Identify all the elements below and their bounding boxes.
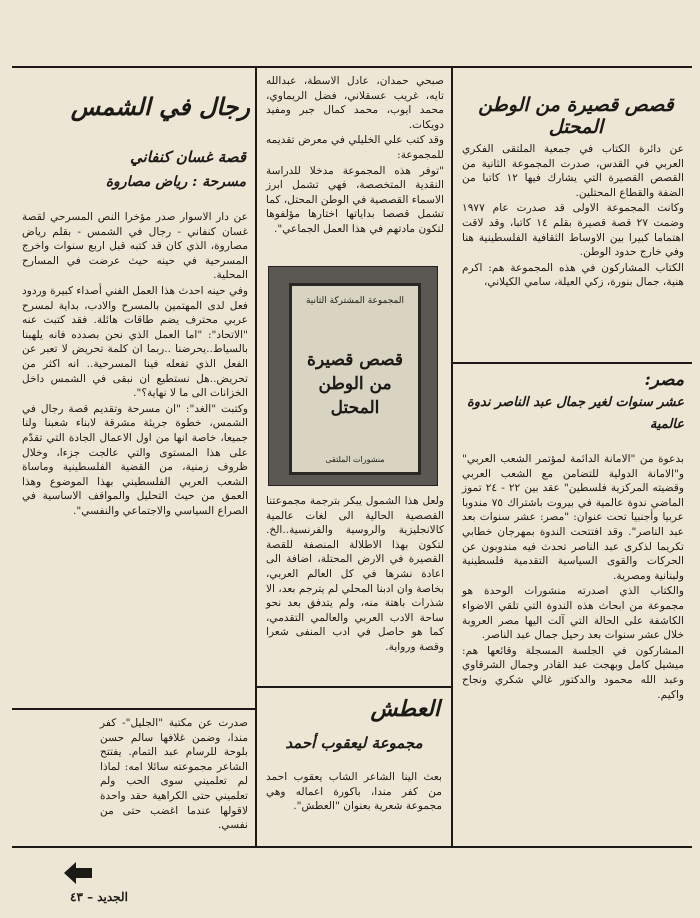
right-column-text — [462, 142, 684, 291]
atash-paragraph: بعث الينا الشاعر الشاب يعقوب احمد من كفر مندا، باكورة اعماله وهي مجموعة شعرية بعنوان "العطش". — [266, 771, 442, 813]
left-column-title: رجال في الشمس — [70, 92, 250, 121]
middle-text-top — [266, 74, 444, 238]
right-paragraph-3: الكتاب المشاركون في هذه المجموعة هم: اكرم هنية، جمال بنورة، زكي العيلة، سامي الكيلاني، — [462, 261, 684, 289]
jaleel-paragraph: صدرت عن مكتبة "الجليل"- كفر مندا، وضمن غلافها سالم حسن بلوحة للرسام عبد التمام. يفتتح الشاعر مجموعته سائلا امه: لماذا لم تعلميني سوى الحب ولم تعلميني حتى الكراهية حقد واحدة لاقولها عندما اغضب حتى من نفسي. — [100, 717, 248, 832]
middle-paragraph-4: ولعل هذا الشمول يبكر بترجمة مجموعتنا القصصية الحالية الى لغات عالمية كالانجليزية والروسية والفرنسية..الخ. لتكون بهذا الاطلالة المنصفة للقصة القصيرة في الارض المحتلة، اضافة الى اعادة نشرها في كل العالم العربي، بخاصة وان ادبنا المحلي لم يترجم بعد، الا شذرات باهتة منه، ولم يتدفق بعد نحو ساحة الادب العربي والعالمي التقدمي، كما هو حاصل في ادب المنفى شعرا وقصة ورواية. — [266, 495, 444, 653]
jaleel-text — [100, 716, 248, 834]
right-paragraph-2: وكانت المجموعة الاولى قد صدرت عام ١٩٧٧ وضمت ٢٧ قصة قصيرة بقلم ١٤ كاتبا، وقد لاقت اهتماما كبيرا بين الاوساط الثقافية الفلسطينية هنا وفي خارج حدود الوطن. — [462, 202, 684, 259]
book-title — [292, 348, 418, 420]
atash-text — [266, 770, 442, 815]
masr-paragraph-1: بدعوة من "الامانة الدائمة لمؤتمر الشعب العربي" و"الامانة الدولية للتضامن مع الشعب العربي وقضيته المركزية فلسطين" عقد بين ٢٢ - ٢٤ تموز الماضي ندوة عالمية في بيروت باشتراك ٧٥ مندوبا عربيا وأجنبيا تحت عنوان: "مصر: عشر سنوات بعد عبد الناصر". وقد افتتحت الندوة بمهرجان خطابي تكريما لذكرى عبد الناصر تحدث فيه مندوبون عن الحركات والقوى السياسية التقدمية فلسطينية ولبنانية ومصرية. — [462, 453, 684, 582]
atash-title: العطش — [370, 696, 440, 722]
middle-paragraph-3: "توفر هذه المجموعة مدخلا للدراسة النقدية المتخصصة، فهي تشمل ابرز الاسماء القصصية في الوطن المحتل، كما تشمل قصصا بداياتها اختارها مؤلفوها لتكون مادتهم في هذا العمل الجماعي". — [265, 164, 444, 235]
middle-text-bottom — [266, 494, 444, 656]
arrow-left-icon — [64, 862, 92, 884]
masr-text — [462, 452, 684, 703]
masr-paragraph-3: المشاركون في الجلسة المسجلة وقائعها هم: ميشيل كامل وبهجت عبد القادر وجمال الشرقاوي وعبد الله محمود والدكتور غالي شكري ونجاح واكيم. — [462, 644, 684, 701]
right-column-title: قصص قصيرة من الوطن المحتل — [478, 94, 674, 138]
book-title-line-2: من الوطن المحتل — [318, 374, 392, 418]
atash-divider — [255, 686, 451, 688]
left-column-text — [22, 210, 248, 519]
masr-subtitle: عشر سنوات لغير جمال عبد الناصر ندوة عالمية — [466, 395, 684, 432]
top-rule — [12, 66, 692, 68]
page-footer: الجديد – ٤٣ — [70, 890, 128, 904]
middle-paragraph-1: صبحي حمدان، عادل الاسطة، عبدالله تايه، غريب عسقلاني، فضل الريماوي، محمد ايوب، محمد كمال جبر ومفيد دويكات. — [266, 75, 444, 131]
bottom-rule — [12, 846, 692, 848]
masr-divider — [451, 362, 692, 364]
book-cover-panel — [289, 283, 421, 475]
book-title-line-1: قصص قصيرة — [307, 350, 403, 370]
right-paragraph-1: عن دائرة الكتاب في جمعية الملتقى الفكري العربي في القدس، صدرت المجموعة الثانية من القصص القصيرة التي يشارك فيها ١٢ كاتبا من الضفة والقطاع المحتلين. — [462, 143, 684, 199]
book-publisher: منشورات الملتقى — [325, 455, 385, 464]
middle-paragraph-2: وقد كتب علي الخليلي في معرض تقديمه للمجموعة: — [266, 134, 444, 161]
left-column-rule — [255, 66, 257, 846]
book-cover-image — [268, 266, 438, 486]
masr-paragraph-2: والكتاب الذي اصدرته منشورات الوحدة هو مجموعة من ابحاث هذه الندوة التي تلقي الاضواء الكاشفة على الحالة التي آلت اليها مصر العروبة خلال عشر سنوات بعد رحيل جمال عبد الناصر. — [462, 585, 684, 642]
left-paragraph-3: وكتبت "الغد": "ان مسرحة وتقديم قصة رجال في الشمس، خطوة جريئة مشرقة لابناء شعبنا ولنا جميعا، خاصة انها من اول الاعمال الجادة التي تقدّم على هذا المستوى والتي عالجت جزءا، وخلال ظروف زمنية، من القضية الفلسطينية وماساة الشعب العربي الفلسطيني بهذا الموضوع وهذا العمق من حيث التحليل والمواقف الاساسية في الصراع السياسي والاجتماعي والنفسي". — [22, 402, 248, 517]
left-divider — [12, 708, 255, 710]
left-paragraph-1: عن دار الاسوار صدر مؤخرا النص المسرحي لقصة غسان كنفاني - رجال في الشمس - بقلم رياض مصاروة، الذي كان قد كتبه قبل اربع سنوات واخرج المسرحية في حينه حيث عرضت في المسارح المحلية. — [22, 211, 248, 282]
book-series: المجموعة المشتركة الثانية — [305, 296, 405, 306]
left-subtitle-1: قصة غسان كنفاني — [130, 148, 246, 166]
left-paragraph-2: وفي حينه احدث هذا العمل الفني أصداء كبيرة وردود فعل لدى المهتمين بالمسرح والادب، بداية لمسرح عربي محترف يضم طاقات هائلة. فقد كتبت عنه "الاتحاد": "اما العمل الذي نحن بصدده فانه يلهبنا بالسياط..يحرضنا ..ربما ان كلمة تحريض لا تعبر عن الفعل الذي تفعله فينا المسرحية.. انه اكثر من تحريض..هل نستطيع ان نبقى في الشمس داخل الخزانات الى ما لا نهاية؟". — [22, 284, 248, 400]
atash-subtitle: مجموعة ليعقوب أحمد — [285, 734, 423, 752]
right-column-rule — [451, 66, 453, 846]
left-subtitle-2: مسرحة : رياض مصاروة — [105, 174, 246, 190]
masr-title: مصر: — [644, 370, 684, 390]
